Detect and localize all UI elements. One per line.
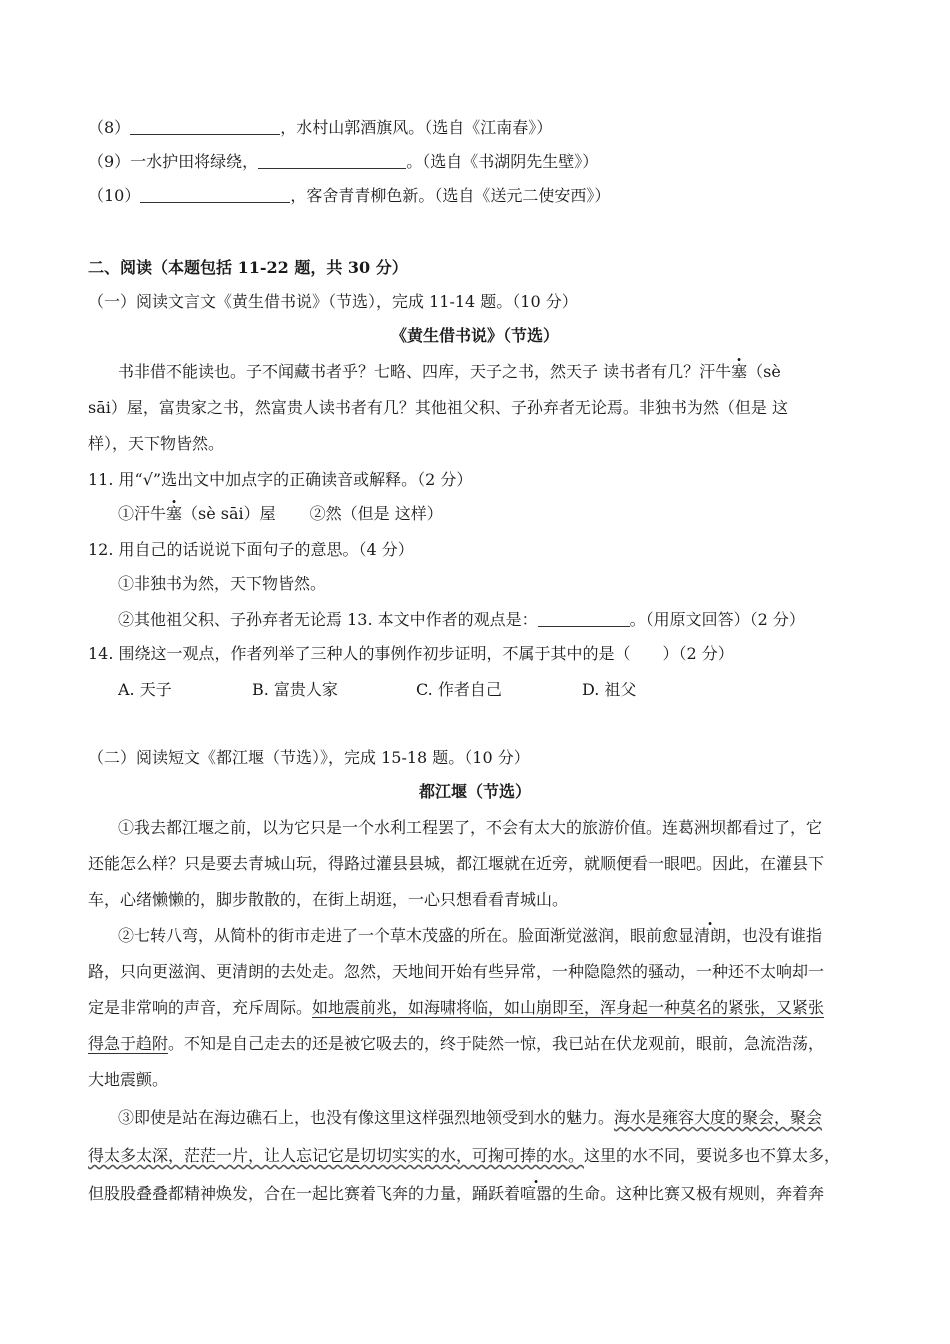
option-c[interactable]: C. 作者自己 — [416, 680, 502, 699]
classical-text: （sè — [747, 362, 781, 381]
q12-sentence-1: ①非独书为然，天下物皆然。 — [118, 574, 327, 593]
classical-text: 书非借不能读也。子不闻藏书者乎？七略、四库，天子之书，然天子 读书者有几？汗牛 — [118, 362, 732, 381]
q13-text: ②其他祖父积、子孙弃者无论焉 13. 本文中作者的观点是： — [118, 610, 538, 629]
question-14: 14. 围绕这一观点，作者列举了三种人的事例作初步证明，不属于其中的是（ ）（2 分） — [88, 644, 734, 663]
underlined-sentence: 得急于趋附 — [88, 1034, 169, 1053]
option-a[interactable]: A. 天子 — [118, 680, 172, 699]
q11-option-1: ①汗牛 — [118, 504, 167, 523]
para-text: ③即使是站在海边礁石上，也没有像这里这样强烈地领受到水的魅力。 — [118, 1108, 615, 1127]
para-text: 但股股叠叠都精神焕发，合在一起比赛着飞奔的力量，踊跃着 — [88, 1184, 521, 1203]
q10-blank[interactable] — [140, 186, 290, 203]
wavy-underlined-sentence: 得太多太深，茫茫一片，让人忘记它是切切实实的水，可掬可捧的水。 — [88, 1146, 585, 1165]
part2-title: 都江堰（节选） — [418, 782, 531, 801]
dotted-char: 塞 — [166, 504, 183, 523]
para-text: 的生命。这种比赛又极有规则，奔着奔 — [552, 1184, 825, 1203]
q9-blank[interactable] — [258, 152, 406, 169]
q13-tail: 。（用原文回答）（2 分） — [629, 610, 805, 629]
question-8 — [88, 118, 552, 138]
para2-line-1 — [118, 926, 822, 946]
para3-line-2 — [88, 1146, 840, 1166]
q12-sentence-2-q13 — [118, 610, 805, 630]
dotted-word: 喧嚣 — [520, 1184, 553, 1203]
part1-intro: （一）阅读文言文《黄生借书说》（节选），完成 11-14 题。（10 分） — [88, 292, 578, 311]
question-12: 12. 用自己的话说说下面句子的意思。（4 分） — [88, 540, 414, 559]
wavy-underlined-sentence: 海水是雍容大度的聚会，聚会 — [614, 1108, 823, 1127]
para3-line-1 — [118, 1108, 822, 1128]
q9-tail: 。（选自《书湖阴先生壁》） — [406, 152, 599, 171]
q10-text: ，客舍青青柳色新。（选自《送元二使安西》） — [290, 186, 611, 205]
para1-line-1: ①我去都江堰之前，以为它只是一个水利工程罢了，不会有太大的旅游价值。连葛洲坝都看过了，它 — [118, 818, 823, 837]
classical-line-1 — [118, 362, 781, 382]
part1-title: 《黄生借书说》（节选） — [390, 326, 559, 345]
q11-options — [118, 504, 443, 524]
q8-label: （8） — [88, 118, 131, 137]
section-header: 二、阅读（本题包括 11-22 题，共 30 分） — [88, 258, 408, 277]
para2-line-3 — [88, 998, 824, 1018]
q9-text: （9）一水护田将绿绕， — [88, 152, 259, 171]
q13-blank[interactable] — [538, 610, 630, 627]
part2-intro: （二）阅读短文《都江堰（节选）》，完成 15-18 题。（10 分） — [88, 748, 530, 767]
question-10 — [88, 186, 610, 206]
option-d[interactable]: D. 祖父 — [582, 680, 637, 699]
para1-line-3: 车，心绪懒懒的，脚步散散的，在街上胡逛，一心只想看看青城山。 — [88, 890, 569, 909]
para-text: 。不知是自己走去的还是被它吸去的，终于陡然一惊，我已站在伏龙观前，眼前，急流浩荡， — [168, 1034, 825, 1053]
q8-text: ，水村山郭酒旗风。（选自《江南春》） — [280, 118, 553, 137]
para3-line-3 — [88, 1184, 824, 1204]
para2-line-5: 大地震颤。 — [88, 1070, 169, 1089]
para1-line-2: 还能怎么样？只是要去青城山玩，得路过灌县县城，都江堰就在近旁，就顺便看一眼吧。因此，在灌县下 — [88, 854, 825, 873]
q8-blank[interactable] — [130, 118, 280, 135]
option-b[interactable]: B. 富贵人家 — [252, 680, 338, 699]
q11-option-1-tail: （sè sāi）屋 — [182, 504, 276, 523]
para-text: 这里的水不同，要说多也不算太多， — [584, 1146, 841, 1165]
underlined-sentence: 如地震前兆，如海啸将临，如山崩即至，浑身起一种莫名的紧张，又紧张 — [312, 998, 825, 1017]
question-9 — [88, 152, 598, 172]
classical-line-3: 样），天下物皆然。 — [88, 434, 225, 453]
dotted-char: 塞 — [731, 362, 748, 381]
classical-line-2: sāi）屋，富贵家之书，然富贵人读书者有几？其他祖父积、子孙弃者无论焉。非独书为然（但是 这 — [88, 398, 788, 417]
q10-label: （10） — [88, 186, 141, 205]
dotted-word: 清朗 — [694, 926, 727, 945]
q11-option-2: ②然（但是 这样） — [309, 504, 443, 523]
para2-line-2: 路，只向更滋润、更清朗的去处走。忽然，天地间开始有些异常，一种隐隐然的骚动，一种还不太响却一 — [88, 962, 825, 981]
para2-line-4 — [88, 1034, 824, 1054]
para-text: ②七转八弯，从简朴的街市走进了一个草木茂盛的所在。脸面渐觉滋润，眼前愈显 — [118, 926, 695, 945]
para-text: 定是非常响的声音，充斥周际。 — [88, 998, 313, 1017]
question-11: 11. 用“√”选出文中加点字的正确读音或解释。（2 分） — [88, 470, 473, 489]
para-text: ，也没有谁指 — [726, 926, 823, 945]
